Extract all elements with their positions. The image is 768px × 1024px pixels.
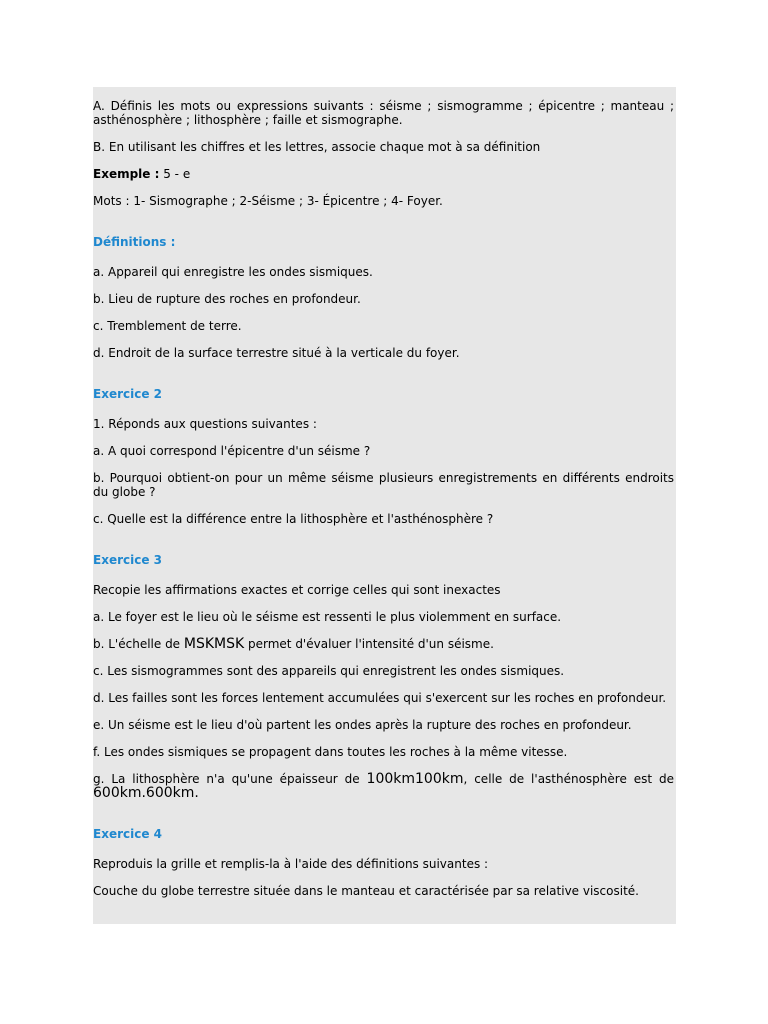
statement-g-text: , celle de l'asthénosphère est de: [463, 772, 674, 786]
ex2-question: c. Quelle est la différence entre la lithosphère et l'asthénosphère ?: [93, 512, 494, 526]
exercise-2-heading: Exercice 2: [93, 387, 162, 401]
ex3-statement-f: f. Les ondes sismiques se propagent dans toutes les roches à la même vitesse.: [93, 745, 568, 759]
ex4-intro: Reproduis la grille et remplis-la à l'aide des définitions suivantes :: [93, 857, 489, 871]
thickness-math-2: 600km.600km.: [93, 785, 199, 801]
ex3-statement-c: c. Les sismogrammes sont des appareils qui enregistrent les ondes sismiques.: [93, 664, 565, 678]
ex2-question: a. A quoi correspond l'épicentre d'un séisme ?: [93, 444, 371, 458]
exercise-4-heading: Exercice 4: [93, 827, 162, 841]
ex3-statement-g: [93, 772, 674, 800]
ex3-statement-d: d. Les failles sont les forces lentement accumulées qui s'exercent sur les roches en profondeur.: [93, 691, 667, 705]
definitions-heading: Définitions :: [93, 235, 176, 249]
example-value: 5 - e: [159, 167, 191, 181]
statement-b-text: permet d'évaluer l'intensité d'un séisme.: [244, 637, 494, 651]
definition-item: a. Appareil qui enregistre les ondes sismiques.: [93, 265, 373, 279]
definition-item: b. Lieu de rupture des roches en profondeur.: [93, 292, 361, 306]
statement-g-text: g. La lithosphère n'a qu'une épaisseur de: [93, 772, 367, 786]
definition-item: c. Tremblement de terre.: [93, 319, 242, 333]
ex1-question-b: B. En utilisant les chiffres et les lettres, associe chaque mot à sa définition: [93, 140, 541, 154]
exercise-3-heading: Exercice 3: [93, 553, 162, 567]
example-label: Exemple :: [93, 167, 160, 181]
msk-math: MSKMSK: [183, 636, 245, 652]
ex1-mots: Mots : 1- Sismographe ; 2-Séisme ; 3- Épicentre ; 4- Foyer.: [93, 194, 443, 208]
thickness-math-1: 100km100km: [366, 771, 464, 787]
ex1-example: [93, 167, 674, 181]
ex3-statement-a: a. Le foyer est le lieu où le séisme est ressenti le plus violemment en surface.: [93, 610, 562, 624]
ex3-statement-b: [93, 637, 674, 651]
statement-b-text: b. L'échelle de: [93, 637, 184, 651]
ex4-definition: Couche du globe terrestre située dans le manteau et caractérisée par sa relative viscosité.: [93, 884, 639, 898]
ex1-question-a: A. Définis les mots ou expressions suivants : séisme ; sismogramme ; épicentre ; manteau ; asthénosphère ; lithosphère ; faille et sismographe.: [93, 99, 674, 127]
ex3-statement-e: e. Un séisme est le lieu d'où partent les ondes après la rupture des roches en profondeur.: [93, 718, 632, 732]
definition-item: d. Endroit de la surface terrestre situé à la verticale du foyer.: [93, 346, 460, 360]
ex3-intro: Recopie les affirmations exactes et corrige celles qui sont inexactes: [93, 583, 501, 597]
document-body: [93, 99, 674, 911]
ex2-intro: 1. Réponds aux questions suivantes :: [93, 417, 317, 431]
ex2-question: b. Pourquoi obtient-on pour un même séisme plusieurs enregistrements en différents endroits du globe ?: [93, 471, 674, 499]
